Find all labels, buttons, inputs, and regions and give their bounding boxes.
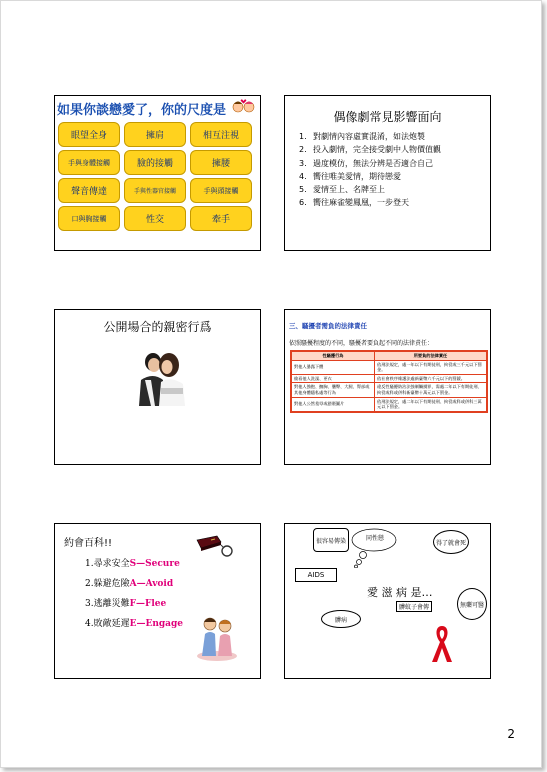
table-cell: 偷看他人洗澡、更衣 <box>291 374 375 383</box>
red-ribbon-icon <box>429 622 455 664</box>
list-item: 2.躲避危險A—Avoid <box>85 579 174 589</box>
slide-title: 偶像劇常見影響面向 <box>333 110 442 124</box>
table-cell: 對他人暴露下體 <box>291 360 375 374</box>
influence-list <box>299 130 441 210</box>
table-cell: 依刑法規定，處一年以下有期徒刑，拘役或三千元以下罰金。 <box>375 360 488 374</box>
intimacy-item: 擁肩 <box>124 122 186 147</box>
aids-label: AIDS <box>295 568 337 582</box>
table-row <box>291 374 487 383</box>
speech-bubble: 髒蚊子會傳 <box>396 601 432 612</box>
thought-bubble-text: 同性戀 <box>365 534 384 542</box>
slide-title: 三、騷擾者需負的法律責任 <box>289 322 367 330</box>
intimacy-item: 相互注視 <box>190 122 252 147</box>
slide-idol-drama-influence <box>284 95 491 251</box>
list-item: 1.尋求安全S—Secure <box>85 559 180 569</box>
table-row <box>291 397 487 412</box>
list-item: 6. 嚮往麻雀變鳳凰，一步登天 <box>299 198 409 208</box>
list-item: 4.敗敵延遲E—Engage <box>85 619 184 629</box>
list-item: 2. 投入劇情，完全接受劇中人物價值觀 <box>299 145 441 155</box>
intimacy-item: 眼望全身 <box>58 122 120 147</box>
slide-title: 約會百科!! <box>64 538 113 549</box>
table-row <box>291 360 487 374</box>
list-item: 4. 嚮往唯美愛情，期待戀愛 <box>299 171 401 181</box>
table-cell: 依刑法規定，處二年以下有期徒刑、拘役或科或併科三萬元以下罰金。 <box>375 397 488 412</box>
couple-photo <box>131 348 191 406</box>
intimacy-item: 聲音傳達 <box>58 178 120 203</box>
page-number: 2 <box>507 727 515 741</box>
speech-bubble: 髒病 <box>321 610 361 628</box>
slide-subtitle: 依照騷擾程度的不同，騷擾者要負起不同的法律責任： <box>289 340 434 347</box>
slide-dating-intimacy-scale <box>54 95 261 251</box>
table-row <box>291 383 487 397</box>
slide-title: 如果你談戀愛了，你的尺度是 <box>57 103 227 118</box>
list-item: 3. 過度模仿，無法分辨是否適合自己 <box>299 158 433 168</box>
intimacy-item: 性交 <box>124 206 186 231</box>
intimacy-item: 手與性器官接觸 <box>124 178 186 203</box>
table-header-row <box>291 351 487 360</box>
intimacy-item: 牽手 <box>190 206 252 231</box>
list-item: 1. 對劇情內容虛實混淆，如法炮製 <box>299 132 425 141</box>
speech-bubble: 無藥可醫 <box>457 588 487 620</box>
slide-title: 公開場合的親密行爲 <box>103 320 212 334</box>
intimacy-item: 擁腰 <box>190 150 252 175</box>
legal-table <box>290 350 488 413</box>
handcuff-icon <box>191 534 237 558</box>
intimacy-item: 口與胸接觸 <box>58 206 120 231</box>
cartoon-couple-icon <box>230 98 258 114</box>
table-cell: 對他人強抱、撫胸、襲臀、大腿、腎部或其他身體隱私處等行為 <box>291 383 375 397</box>
aids-question: 愛 滋 病 是… <box>367 586 433 599</box>
slide-aids-misconceptions <box>284 523 491 679</box>
intimacy-item: 手與頭接觸 <box>190 178 252 203</box>
table-cell: 違反性騷擾防治法強制觸摸罪，需處二年以下有期徒刑、拘役或科或併科新臺幣十萬元以下罰金。 <box>375 383 488 397</box>
column-header: 性騷擾行為 <box>291 351 375 360</box>
speech-bubble: 得了就會死 <box>433 530 469 554</box>
safety-list <box>85 554 183 634</box>
table-cell: 對他人公然羞辱或猥褻圖片 <box>291 397 375 412</box>
intimacy-item: 手與身體接觸 <box>58 150 120 175</box>
table-cell: 依社會秩序維護法處新臺幣六千元以下的罰鍰。 <box>375 374 488 383</box>
list-item: 5. 愛情至上、名牌至上 <box>299 185 385 195</box>
slide-dating-safety <box>54 523 261 679</box>
column-header: 所要負的法律責任 <box>375 351 488 360</box>
list-item: 3.逃離災難F—Flee <box>85 599 167 609</box>
intimacy-item: 臉的接觸 <box>124 150 186 175</box>
intimacy-grid <box>58 122 258 231</box>
couple-illustration-icon <box>196 612 238 662</box>
slide-public-intimacy <box>54 309 261 465</box>
speech-bubble: 很容易傳染 <box>313 528 349 552</box>
slide-legal-responsibility <box>284 309 491 465</box>
